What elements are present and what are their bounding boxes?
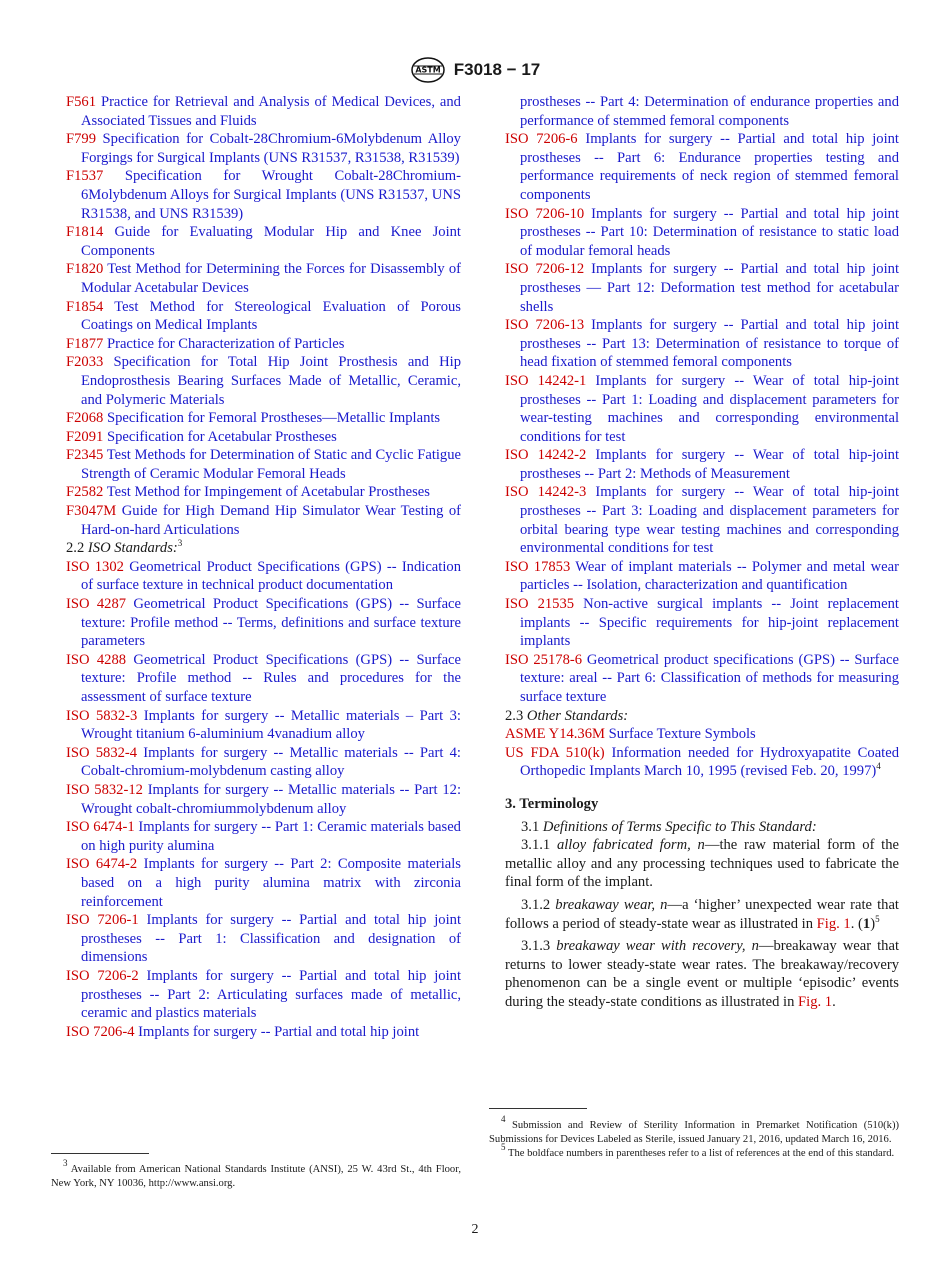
reference-code[interactable]: ISO 7206-10 — [505, 205, 585, 222]
reference-title[interactable]: Test Method for Determining the Forces for Disassembly of Modular Acetabular Devices — [81, 261, 461, 296]
reference-item — [66, 428, 461, 447]
iso-reference-list — [66, 558, 461, 1041]
reference-title[interactable]: Implants for surgery -- Wear of total hip-joint prostheses -- Part 3: Loading and displacement parameters for orbital bearing type wear testing machines and corresponding environmental conditions for test — [520, 484, 900, 557]
terminology-heading: 3. Terminology — [505, 795, 599, 812]
astm-reference-list — [66, 93, 461, 539]
reference-title[interactable]: Implants for surgery -- Metallic materials -- Part 4: Cobalt-chromium-molybdenum casting alloy — [81, 744, 461, 780]
reference-title[interactable]: Test Method for Impingement of Acetabular Prostheses — [106, 484, 430, 501]
reference-item — [66, 911, 461, 967]
reference-code[interactable]: ISO 21535 — [505, 596, 575, 613]
page-header — [0, 56, 950, 84]
reference-title[interactable]: Specification for Acetabular Prostheses — [106, 428, 337, 445]
reference-item — [66, 93, 461, 130]
reference-title[interactable]: Practice for Characterization of Particles — [106, 335, 345, 352]
reference-item — [505, 725, 899, 744]
reference-code[interactable]: F2345 — [66, 447, 104, 464]
reference-code[interactable]: ISO 4288 — [66, 651, 127, 668]
reference-code[interactable]: ISO 25178-6 — [505, 651, 583, 668]
reference-item — [505, 744, 899, 781]
reference-title[interactable]: Implants for surgery -- Wear of total hip-joint prostheses -- Part 2: Methods of Measurement — [520, 447, 900, 482]
reference-code[interactable]: ISO 7206-13 — [505, 317, 585, 334]
reference-code[interactable]: ISO 5832-12 — [66, 781, 143, 798]
reference-continuation: prostheses -- Part 4: Determination of endurance properties and performance of stemmed femoral components — [520, 94, 899, 129]
reference-item — [66, 298, 461, 335]
reference-code[interactable]: ISO 7206-12 — [505, 261, 585, 278]
reference-title[interactable]: Geometrical product specifications (GPS) -- Surface texture: areal -- Part 6: Classification of methods for measuring surface texture — [520, 651, 899, 705]
footnote-right — [489, 1114, 900, 1162]
reference-code[interactable]: ISO 4287 — [66, 596, 127, 613]
reference-title[interactable]: Geometrical Product Specifications (GPS) -- Surface texture: Profile method -- Rules and procedures for the assessment of surface texture — [81, 651, 462, 705]
reference-item — [66, 260, 461, 297]
reference-title[interactable]: Geometrical Product Specifications (GPS) -- Surface texture: Profile method -- Terms, definitions and surface texture parameters — [81, 596, 462, 650]
reference-code[interactable]: F799 — [66, 131, 97, 148]
reference-item — [505, 260, 899, 316]
reference-title[interactable]: Specification for Wrought Cobalt-28Chromium-6Molybdenum Alloys for Surgical Implants (UNS R31537, UNS R31538, and UNS R31539) — [81, 168, 461, 222]
reference-title[interactable]: Implants for surgery -- Part 1: Ceramic materials based on high purity alumina — [81, 819, 461, 854]
reference-title[interactable]: Non-active surgical implants -- Joint replacement implants -- Specific requirements for hip-joint replacement implants — [520, 596, 899, 650]
reference-title[interactable]: Implants for surgery -- Wear of total hip-joint prostheses -- Part 1: Loading and displacement parameters for wear-testing machines and corresponding environmental conditions for test — [520, 372, 900, 445]
reference-title[interactable]: Surface Texture Symbols — [608, 726, 756, 743]
reference-item — [66, 446, 461, 483]
reference-code[interactable]: F3047M — [66, 503, 117, 520]
reference-title[interactable]: Implants for surgery -- Partial and total hip joint prostheses -- Part 1: Classification and designation of dimensions — [81, 912, 462, 966]
reference-item — [505, 205, 899, 261]
reference-code[interactable]: F1814 — [66, 224, 104, 241]
reference-item — [66, 558, 461, 595]
reference-title[interactable]: Implants for surgery -- Part 2: Composite materials based on a high purity alumina matrix with zirconia reinforcement — [81, 856, 461, 910]
document-id: F3018 − 17 — [453, 60, 541, 79]
reference-code[interactable]: ISO 5832-3 — [66, 707, 138, 724]
reference-code[interactable]: F1820 — [66, 261, 104, 278]
iso-standards-heading: 2.2 ISO Standards:$^3$ — [66, 538, 183, 557]
footnote-4: $^4$ Submission and Review of Sterility Information in Premarket Notification (510(k)) Submissions for Devices Labeled as Sterile, issued January 21, 2016, updated March 16, 2016. — [489, 1114, 900, 1146]
reference-code[interactable]: ISO 7206-6 — [505, 131, 578, 148]
reference-title[interactable]: Implants for surgery -- Partial and total hip joint prostheses -- Part 13: Determination of resistance to torque of head fixation of stemmed femoral components — [520, 317, 899, 371]
figure-link[interactable]: Fig. 1 — [798, 993, 833, 1010]
page-number: 2 — [471, 1222, 479, 1237]
reference-item — [505, 651, 899, 707]
footnote-5: $^5$ The boldface numbers in parentheses refer to a list of references at the end of this standard. — [501, 1142, 895, 1160]
reference-title[interactable]: Specification for Femoral Prostheses—Metallic Implants — [106, 410, 441, 427]
reference-code[interactable]: ISO 7206-1 — [66, 912, 139, 929]
reference-code[interactable]: F2068 — [66, 410, 104, 427]
reference-title[interactable]: Implants for surgery -- Metallic materials -- Part 12: Wrought cobalt-chromiummolybdenum alloy — [81, 781, 462, 817]
reference-item — [66, 744, 461, 781]
reference-item — [66, 707, 461, 744]
reference-title[interactable]: Specification for Total Hip Joint Prosthesis and Hip Endoprosthesis Bearing Surfaces Made of Metallic, Ceramic, and Polymeric Materials — [81, 354, 461, 408]
reference-code[interactable]: ASME Y14.36M — [505, 726, 606, 743]
reference-item — [66, 818, 461, 855]
reference-title[interactable]: Implants for surgery -- Partial and total hip joint prostheses -- Part 10: Determination of resistance to static load of modular femoral heads — [520, 205, 899, 259]
definition-alloy-fabricated-form: 3.1.1 alloy fabricated form, n—the raw material form of the metallic alloy and any processing techniques used to fabricate the final form of the implant. — [505, 837, 899, 891]
footnote-marker: 4 — [876, 761, 881, 772]
reference-code[interactable]: ISO 14242-3 — [505, 484, 587, 501]
definition-breakaway-wear: 3.1.2 breakaway wear, n—a ‘higher’ unexpected wear rate that follows a period of steady-state wear as illustrated in Fig. 1. $(1)^5$ — [505, 896, 899, 932]
reference-item — [66, 353, 461, 409]
reference-code[interactable]: F2582 — [66, 484, 104, 501]
reference-item — [66, 483, 461, 502]
reference-item — [66, 651, 461, 707]
footnote-divider — [489, 1108, 587, 1109]
reference-title[interactable]: Test Method for Stereological Evaluation of Porous Coatings on Medical Implants — [81, 298, 461, 334]
reference-item — [66, 781, 461, 818]
reference-code[interactable]: F2091 — [66, 428, 104, 445]
definition-breakaway-wear-with-recovery: 3.1.3 breakaway wear with recovery, n—breakaway wear that returns to lower steady-state wear rates. The breakaway/recovery phenomenon can be a single event or multiple ‘episodic’ events during the steady-state conditions as illustrated in Fig. 1. — [505, 938, 899, 1010]
reference-title[interactable]: Specification for Cobalt-28Chromium-6Molybdenum Alloy Forgings for Surgical Implants (UNS R31537, R31538, R31539) — [81, 131, 461, 166]
reference-code[interactable]: ISO 7206-2 — [66, 967, 139, 984]
reference-title[interactable]: Implants for surgery -- Partial and total hip joint prostheses -- Part 6: Endurance properties testing and performance requirements of neck region of stemmed femoral components — [520, 131, 899, 203]
reference-title[interactable]: Practice for Retrieval and Analysis of Medical Devices, and Associated Tissues and Fluids — [81, 94, 461, 129]
reference-item — [66, 409, 461, 428]
reference-code[interactable]: ISO 14242-2 — [505, 447, 587, 464]
reference-code[interactable]: ISO 1302 — [66, 558, 124, 575]
reference-item — [66, 335, 461, 354]
reference-number: 1 — [862, 915, 871, 932]
reference-title[interactable]: Implants for surgery -- Metallic materials – Part 3: Wrought titanium 6-aluminium 4vanadium alloy — [81, 707, 461, 743]
reference-item — [66, 595, 461, 651]
reference-code[interactable]: ISO 17853 — [505, 558, 571, 575]
reference-item — [505, 372, 899, 446]
left-column — [66, 93, 461, 1041]
reference-item — [66, 1023, 461, 1042]
reference-item — [505, 483, 899, 557]
other-reference-list — [505, 725, 899, 781]
reference-item — [66, 167, 461, 223]
reference-code[interactable]: F561 — [66, 94, 97, 110]
reference-item — [66, 130, 461, 167]
reference-code[interactable]: F1854 — [66, 298, 104, 315]
reference-item — [66, 223, 461, 260]
footnote-divider — [51, 1153, 149, 1154]
reference-title[interactable]: Implants for surgery -- Partial and total hip joint prostheses -- Part 2: Articulating surfaces made of metallic, ceramic and plastics materials — [81, 967, 462, 1022]
reference-item — [66, 855, 461, 911]
reference-title[interactable]: Information needed for Hydroxyapatite Coated Orthopedic Implants March 10, 1995 (revised Feb. 20, 1997) — [520, 744, 899, 780]
footnote-left: $^3$ Available from American National Standards Institute (ANSI), 25 W. 43rd St., 4th Floor, New York, NY 10036, http://www.ansi.org. — [51, 1158, 461, 1190]
reference-item — [505, 316, 899, 372]
reference-code[interactable]: ISO 6474-1 — [66, 819, 135, 836]
reference-item — [505, 130, 899, 204]
astm-logo-icon — [410, 56, 446, 84]
svg-text:ASTM: ASTM — [415, 65, 441, 75]
reference-code[interactable]: ISO 14242-1 — [505, 372, 587, 389]
reference-code[interactable]: F2033 — [66, 354, 104, 371]
reference-code[interactable]: ISO 7206-4 — [66, 1023, 135, 1040]
reference-title[interactable]: Wear of implant materials -- Polymer and metal wear particles -- Isolation, characterization and quantification — [520, 558, 899, 594]
reference-title[interactable]: Implants for surgery -- Partial and total hip joint prostheses — Part 12: Deformation test method for acetabular shells — [520, 261, 899, 315]
reference-item — [505, 558, 899, 595]
reference-code[interactable]: US FDA 510(k) — [505, 744, 605, 761]
reference-code[interactable]: ISO 6474-2 — [66, 856, 138, 873]
reference-code[interactable]: ISO 5832-4 — [66, 744, 138, 761]
reference-title[interactable]: Geometrical Product Specifications (GPS) -- Indication of surface texture in technical product documentation — [81, 558, 461, 594]
right-column — [505, 93, 899, 1016]
reference-item — [66, 502, 461, 539]
reference-item — [505, 595, 899, 651]
reference-title[interactable]: Guide for Evaluating Modular Hip and Knee Joint Components — [81, 224, 461, 259]
definitions-subheading: 3.1 Definitions of Terms Specific to This Standard: — [521, 818, 817, 835]
reference-title[interactable]: Guide for High Demand Hip Simulator Wear Testing of Hard-on-hard Articulations — [81, 503, 461, 538]
other-standards-heading: 2.3 Other Standards: — [505, 707, 629, 724]
reference-code[interactable]: F1537 — [66, 168, 104, 185]
figure-link[interactable]: Fig. 1 — [816, 915, 851, 932]
reference-item — [505, 446, 899, 483]
reference-title[interactable]: Implants for surgery -- Partial and total hip joint — [138, 1023, 420, 1040]
iso-reference-list-continued — [505, 130, 899, 706]
reference-item — [66, 967, 461, 1023]
reference-code[interactable]: F1877 — [66, 335, 104, 352]
reference-title[interactable]: Test Methods for Determination of Static and Cyclic Fatigue Strength of Ceramic Modular Femoral Heads — [81, 447, 461, 482]
